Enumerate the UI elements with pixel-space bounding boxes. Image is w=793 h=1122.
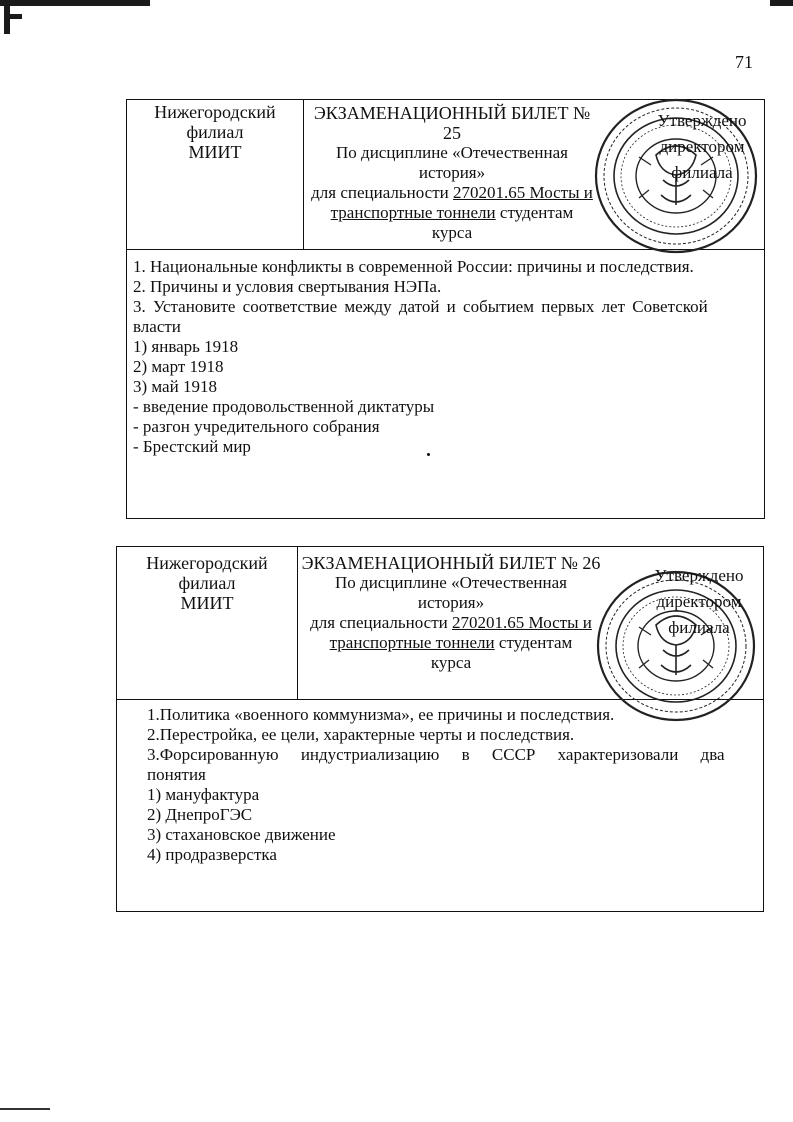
question-line: 1.Политика «военного коммунизма», ее причины и последствия. [147, 705, 615, 724]
exam-ticket-26 [116, 546, 764, 912]
approval-line: филиала [671, 163, 733, 182]
specialty-name: транспортные тоннели [330, 203, 496, 222]
page-number: 71 [735, 52, 753, 72]
branch-line: филиал [178, 573, 236, 593]
ticket-title-block [301, 553, 601, 673]
question-line: власти [133, 317, 181, 336]
discipline-line: По дисциплине «Отечественная [336, 143, 568, 162]
question-line: 2. Причины и условия свертывания НЭПа. [133, 277, 442, 296]
option-line: 1) январь 1918 [133, 337, 239, 356]
ticket-title: ЭКЗАМЕНАЦИОННЫЙ БИЛЕТ № 25 [313, 103, 591, 143]
specialty-prefix: для специальности [310, 613, 452, 632]
scan-edge-gap [150, 0, 770, 6]
course-word: курса [431, 223, 473, 242]
specialty-prefix: для специальности [311, 183, 453, 202]
approval-line: Утверждено [654, 566, 744, 585]
specialty-line [301, 633, 601, 653]
specialty-suffix: студентам [494, 633, 573, 652]
approval-line: филиала [668, 618, 730, 637]
discipline-line: По дисциплине «Отечественная [335, 573, 567, 592]
branch-name [117, 553, 297, 613]
question-line: 1. Национальные конфликты в современной России: причины и последствия. [133, 257, 694, 276]
option-line: 1) мануфактура [147, 785, 260, 804]
ticket-questions [133, 257, 759, 457]
specialty-line [301, 613, 601, 633]
approval-line: директором [659, 137, 745, 156]
branch-line: филиал [186, 122, 244, 142]
option-line: 3) май 1918 [133, 377, 217, 396]
option-line: 2) ДнепроГЭС [147, 805, 253, 824]
branch-line: МИИТ [180, 593, 234, 613]
specialty-code: 270201.65 Мосты и [453, 183, 593, 202]
branch-name [127, 102, 303, 162]
course-word: курса [430, 653, 472, 672]
specialty-code: 270201.65 Мосты и [452, 613, 592, 632]
ticket-title-block [307, 103, 597, 243]
approval-line: директором [656, 592, 742, 611]
specialty-suffix: студентам [495, 203, 574, 222]
question-line: 3.Форсированную индустриализацию в СССР характеризовали два [147, 745, 725, 764]
ticket-title: ЭКЗАМЕНАЦИОННЫЙ БИЛЕТ № 26 [301, 553, 601, 573]
discipline-line: история» [418, 163, 486, 182]
option-line: 2) март 1918 [133, 357, 224, 376]
question-line: понятия [147, 765, 206, 784]
option-line: - Брестский мир [133, 437, 251, 456]
approval-stamp [642, 108, 762, 186]
option-line: 3) стахановское движение [147, 825, 336, 844]
specialty-name: транспортные тоннели [329, 633, 495, 652]
discipline-line: история» [417, 593, 485, 612]
ticket-questions [147, 705, 759, 865]
scan-corner-mark [4, 14, 22, 19]
option-line: - разгон учредительного собрания [133, 417, 380, 436]
header-divider [303, 100, 304, 249]
question-line: 2.Перестройка, ее цели, характерные черты и последствия. [147, 725, 575, 744]
option-line: - введение продовольственной диктатуры [133, 397, 435, 416]
specialty-line [307, 203, 597, 223]
approval-line: Утверждено [657, 111, 747, 130]
branch-line: МИИТ [188, 142, 242, 162]
approval-stamp [639, 563, 759, 641]
option-line: 4) продразверстка [147, 845, 277, 864]
branch-line: Нижегородский [146, 553, 268, 573]
exam-ticket-25 [126, 99, 765, 519]
header-divider [297, 547, 298, 699]
question-line: 3. Установите соответствие между датой и событием первых лет Советской [133, 297, 708, 316]
scan-edge-bottom [0, 1108, 50, 1110]
scan-speck [427, 453, 430, 456]
branch-line: Нижегородский [154, 102, 276, 122]
specialty-line [307, 183, 597, 203]
